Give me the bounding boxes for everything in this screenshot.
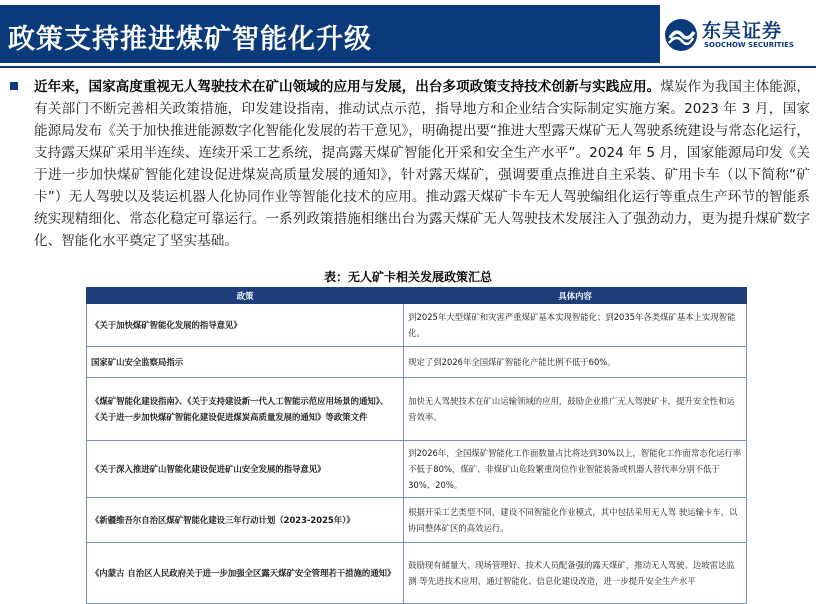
column-header-content: 具体内容 bbox=[404, 288, 747, 304]
policy-table bbox=[86, 287, 747, 604]
table-row bbox=[87, 347, 747, 378]
page-title: 政策支持推进煤矿智能化升级 bbox=[8, 24, 372, 55]
paragraph-text bbox=[34, 76, 810, 252]
policy-cell: 国家矿山安全监察局指示 bbox=[87, 347, 404, 378]
content-cell: 鼓励现有储量大、现场管理好、技术人员配备强的露天煤矿，推动无人驾驶、边坡雷达监测 等先进技术应用，通过智能化、信息化建设改造，进一步提升安全生产水平 bbox=[404, 543, 747, 604]
bullet-square-icon bbox=[10, 82, 18, 90]
brand-logo bbox=[664, 14, 812, 58]
title-band bbox=[0, 5, 660, 63]
paragraph-lead: 近年来，国家高度重视无人驾驶技术在矿山领域的应用与发展，出台多项政策支持技术创新与实践应用。 bbox=[34, 79, 661, 95]
table-caption: 表：无人矿卡相关发展政策汇总 bbox=[323, 270, 492, 284]
content-cell: 规定了到2026年全国煤矿智能化产能比例不低于60%。 bbox=[404, 347, 747, 378]
content-cell: 到2026年，全国煤矿智能化工作面数量占比将达到30%以上，智能化工作面常态化运行率不低于80%，煤矿、非煤矿山危险繁重岗位作业智能装备或机器人替代率分别不低于30%、20%。 bbox=[404, 441, 747, 498]
policy-cell: 《关于深入推进矿山智能化建设促进矿山安全发展的指导意见》 bbox=[87, 441, 404, 498]
soochow-logo-icon bbox=[664, 18, 698, 52]
header bbox=[0, 0, 816, 64]
table-row bbox=[87, 378, 747, 441]
intro-paragraph bbox=[10, 76, 810, 252]
table-row bbox=[87, 304, 747, 347]
column-header-policy: 政策 bbox=[87, 288, 404, 304]
table-header-row bbox=[87, 288, 747, 304]
content-cell: 根据开采工艺类型不同，建设不同智能化作业模式，其中包括采用无人驾 驶运输卡车，以协同整体矿区的高效运行。 bbox=[404, 498, 747, 543]
logo-english-name: SOOCHOW SECURITIES bbox=[704, 41, 794, 49]
table-row bbox=[87, 543, 747, 604]
content-cell: 到2025年大型煤矿和灾害严重煤矿基本实现智能化；到2035年各类煤矿基本上实现智能化。 bbox=[404, 304, 747, 347]
paragraph-body: 煤炭作为我国主体能源，有关部门不断完善相关政策措施，印发建设指南，推动试点示范，指导地方和企业结合实际制定实施方案。2023 年 3 月，国家能源局发布《关于加快推进能源数字化智能化发展的若干意见》，明确提出要“推进大型露天煤矿无人驾驶系统建设与常态化运行，支持露天煤矿采用半连续、连续开采工艺系统，提高露天煤矿智能化开采和安全生产水平”。2024 年 5 月，国家能源局印发《关于进一步加快煤矿智能化建设促进煤炭高质量发展的通知》，针对露天煤矿，强调要重点推进自主采装、矿用卡车（以下简称“矿卡”）无人驾驶以及装运机器人化协同作业等智能化技术的应用。推动露天煤矿卡车无人驾驶编组化运行等重点生产环节的智能系统实现精细化、常态化稳定可靠运行。一系列政策措施相继出台为露天煤矿无人驾驶技术发展注入了强劲动力，更为提升煤矿数字化、智能化水平奠定了坚实基础。 bbox=[34, 79, 811, 249]
policy-cell: 《关于加快煤矿智能化发展的指导意见》 bbox=[87, 304, 404, 347]
table-row bbox=[87, 441, 747, 498]
table-row bbox=[87, 498, 747, 543]
policy-cell: 《内蒙古 自治区人民政府关于进一步加强全区露天煤矿安全管理若干措施的通知》 bbox=[87, 543, 404, 604]
logo-chinese-name: 东吴证券 bbox=[702, 20, 783, 42]
policy-cell: 《新疆维吾尔自治区煤矿智能化建设三年行动计划（2023-2025年）》 bbox=[87, 498, 404, 543]
header-divider bbox=[0, 66, 816, 68]
policy-cell: 《煤矿智能化建设指南》、《关于支持建设新一代人工智能示范应用场景的通知》、《关于进一步加快煤矿智能化建设促进煤炭高质量发展的通知》等政策文件 bbox=[87, 378, 404, 441]
content-cell: 加快无人驾驶技术在矿山运输领域的应用，鼓励企业推广无人驾驶矿卡，提升安全性和运营效率。 bbox=[404, 378, 747, 441]
